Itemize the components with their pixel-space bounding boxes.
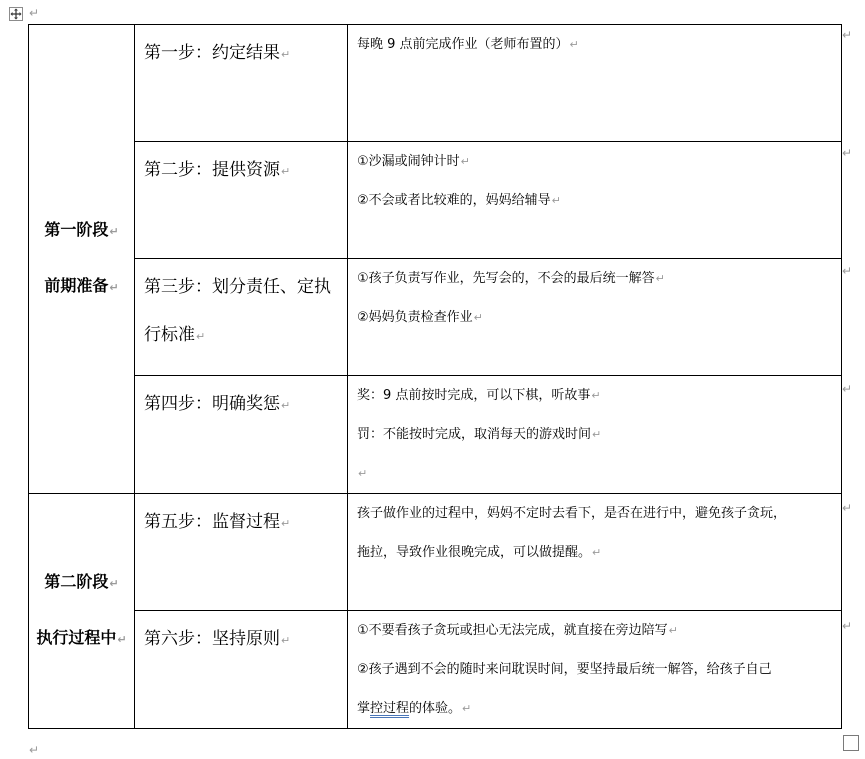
step-cell-3[interactable] xyxy=(135,259,348,376)
detail-1-text: 每晚 9 点前完成作业（老师布置的） xyxy=(357,37,569,52)
plan-table xyxy=(28,24,842,729)
paragraph-mark-icon: ↵ xyxy=(551,194,561,207)
paragraph-mark-icon: ↵ xyxy=(460,155,470,168)
detail-3-text-2: ②妈妈负责检查作业 xyxy=(357,310,473,325)
step-1-label: 第一步：约定结果 xyxy=(144,43,280,63)
paragraph-mark-icon: ↵ xyxy=(29,743,40,757)
stage-2-subtitle: 执行过程中 xyxy=(36,628,117,647)
detail-cell-6[interactable] xyxy=(348,611,842,729)
table-row xyxy=(29,142,842,259)
detail-6-text-1: ①不要看孩子贪玩或担心无法完成，就直接在旁边陪写 xyxy=(357,623,668,638)
paragraph-mark-icon: ↵ xyxy=(655,272,665,285)
stage-1-title: 第一阶段 xyxy=(44,220,109,239)
table-row xyxy=(29,25,842,142)
grammar-underlined-text[interactable]: 控过程 xyxy=(370,701,410,716)
paragraph-mark-icon: ↵ xyxy=(592,428,602,441)
step-2-label: 第二步：提供资源 xyxy=(144,160,280,180)
paragraph-mark-icon: ↵ xyxy=(196,330,206,343)
paragraph-mark-icon: ↵ xyxy=(569,38,579,51)
paragraph-mark-icon: ↵ xyxy=(281,517,291,530)
paragraph-mark-icon: ↵ xyxy=(109,225,119,238)
detail-cell-4[interactable] xyxy=(348,376,842,494)
detail-4-text-1: 奖：9 点前按时完成，可以下棋，听故事 xyxy=(357,388,591,403)
row-end-mark-icon: ↵ xyxy=(842,146,853,160)
detail-6-text-2-prefix: 掌 xyxy=(357,701,371,716)
paragraph-mark-icon: ↵ xyxy=(592,546,602,559)
row-end-mark-icon: ↵ xyxy=(842,28,853,42)
step-4-label: 第四步：明确奖惩 xyxy=(144,394,280,414)
table-row xyxy=(29,494,842,611)
stage-2-title: 第二阶段 xyxy=(44,572,109,591)
table-resize-handle-icon[interactable] xyxy=(843,735,859,751)
table-row xyxy=(29,611,842,729)
row-end-mark-icon: ↵ xyxy=(842,501,853,515)
step-cell-2[interactable] xyxy=(135,142,348,259)
detail-2-text-2: ②不会或者比较难的，妈妈给辅导 xyxy=(357,193,551,208)
paragraph-mark-icon: ↵ xyxy=(462,702,472,715)
step-3-label-line-1: 第三步：划分责任、定执 xyxy=(144,277,331,297)
paragraph-mark-icon: ↵ xyxy=(281,634,291,647)
paragraph-mark-icon: ↵ xyxy=(109,577,119,590)
table-row xyxy=(29,376,842,494)
stage-1-subtitle: 前期准备 xyxy=(44,276,109,295)
paragraph-mark-icon: ↵ xyxy=(29,6,40,20)
paragraph-mark-icon: ↵ xyxy=(281,165,291,178)
step-cell-5[interactable] xyxy=(135,494,348,611)
paragraph-mark-icon: ↵ xyxy=(668,624,678,637)
detail-6-text-2-line-1: ②孩子遇到不会的随时来问耽误时间，要坚持最后统一解答，给孩子自己 xyxy=(357,662,772,677)
detail-cell-1[interactable] xyxy=(348,25,842,142)
table-row xyxy=(29,259,842,376)
detail-5-text-line-2: 拖拉，导致作业很晚完成，可以做提醒。 xyxy=(357,545,592,560)
detail-cell-3[interactable] xyxy=(348,259,842,376)
detail-2-text-1: ①沙漏或闹钟计时 xyxy=(357,154,460,169)
paragraph-mark-icon: ↵ xyxy=(281,399,291,412)
detail-6-text-2-suffix: 的体验。 xyxy=(409,701,462,716)
detail-cell-2[interactable] xyxy=(348,142,842,259)
step-6-label: 第六步：坚持原则 xyxy=(144,629,280,649)
row-end-mark-icon: ↵ xyxy=(842,264,853,278)
paragraph-mark-icon: ↵ xyxy=(281,48,291,61)
row-end-mark-icon: ↵ xyxy=(842,382,853,396)
stage-cell-1[interactable] xyxy=(29,25,135,494)
paragraph-mark-icon: ↵ xyxy=(109,281,119,294)
detail-3-text-1: ①孩子负责写作业，先写会的，不会的最后统一解答 xyxy=(357,271,655,286)
paragraph-mark-icon: ↵ xyxy=(358,467,368,480)
paragraph-mark-icon: ↵ xyxy=(591,389,601,402)
detail-4-text-2: 罚：不能按时完成，取消每天的游戏时间 xyxy=(357,427,592,442)
step-5-label: 第五步：监督过程 xyxy=(144,512,280,532)
paragraph-mark-icon: ↵ xyxy=(473,311,483,324)
row-end-mark-icon: ↵ xyxy=(842,619,853,633)
step-3-label-line-2: 行标准 xyxy=(144,325,195,345)
step-cell-4[interactable] xyxy=(135,376,348,494)
detail-cell-5[interactable] xyxy=(348,494,842,611)
step-cell-1[interactable] xyxy=(135,25,348,142)
table-move-handle-icon[interactable] xyxy=(9,7,23,21)
detail-5-text-line-1: 孩子做作业的过程中，妈妈不定时去看下，是否在进行中，避免孩子贪玩， xyxy=(357,506,787,521)
step-cell-6[interactable] xyxy=(135,611,348,729)
stage-cell-2[interactable] xyxy=(29,494,135,729)
paragraph-mark-icon: ↵ xyxy=(117,633,127,646)
